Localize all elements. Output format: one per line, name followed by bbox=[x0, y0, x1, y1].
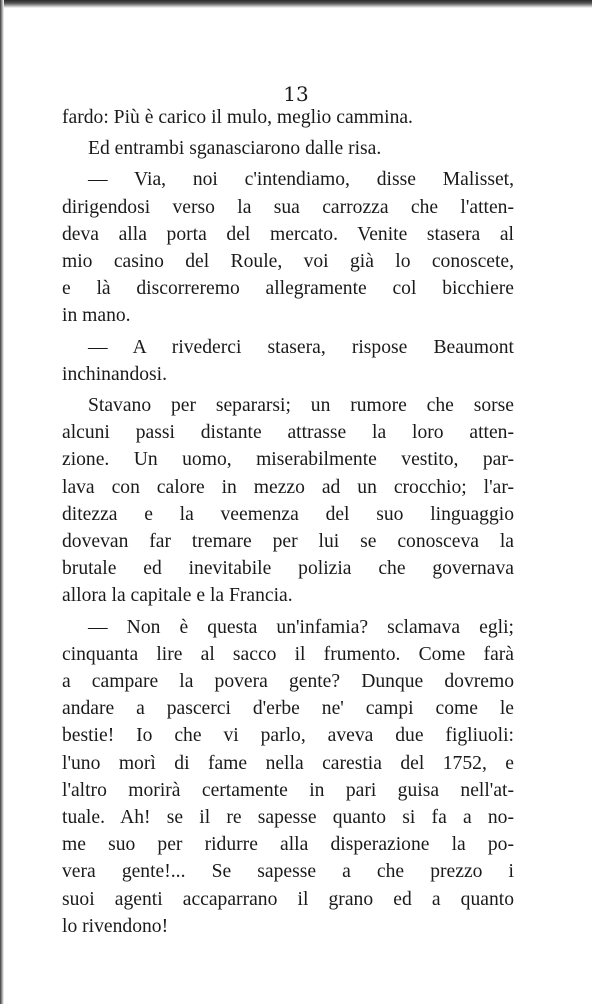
text-line: lo rivendono! bbox=[62, 915, 169, 937]
text-line: Stavano per separarsi; un rumore che sorse bbox=[88, 395, 514, 417]
paragraph bbox=[62, 334, 514, 388]
text-line: dovevan far tremare per lui se conosceva la bbox=[62, 531, 514, 553]
paragraph bbox=[62, 392, 514, 610]
text-line: in mano. bbox=[62, 305, 131, 327]
text-line: ditezza e la veemenza del suo linguaggio bbox=[62, 503, 514, 525]
text-line: lava con calore in mezzo ad un crocchio; l'ar- bbox=[62, 476, 514, 498]
text-line: cinquanta lire al sacco il frumento. Come farà bbox=[62, 643, 514, 665]
text-line: allora la capitale e la Francia. bbox=[62, 585, 293, 607]
text-line: fardo: Più è carico il mulo, meglio cammina. bbox=[62, 107, 413, 128]
text-line: tuale. Ah! se il re sapesse quanto si fa a no- bbox=[62, 807, 514, 829]
text-line: zione. Un uomo, miserabilmente vestito, par- bbox=[62, 449, 514, 471]
page-number: 13 bbox=[283, 82, 309, 106]
text-line: Ed entrambi sganasciarono dalle risa. bbox=[88, 138, 382, 160]
text-line: suoi agenti accaparrano il grano ed a quanto bbox=[62, 888, 514, 910]
text-line: brutale ed inevitabile polizia che governava bbox=[62, 558, 514, 580]
text-line: e là discorreremo allegramente col bicchiere bbox=[62, 278, 514, 300]
text-line: vera gente!... Se sapesse a che prezzo i bbox=[62, 861, 514, 883]
text-line: dirigendosi verso la sua carrozza che l'atten- bbox=[62, 196, 514, 218]
page-body-text bbox=[62, 104, 514, 940]
text-line: — Non è questa un'infamia? sclamava egli; bbox=[88, 616, 514, 638]
paragraph bbox=[62, 135, 514, 162]
text-line: bestie! Io che vi parlo, aveva due figliuoli: bbox=[62, 725, 514, 747]
text-line: andare a pascerci d'erbe ne' campi come le bbox=[62, 698, 514, 720]
text-line: alcuni passi distante attrasse la loro atten- bbox=[62, 422, 514, 444]
text-line: inchinandosi. bbox=[62, 363, 168, 385]
text-line: a campare la povera gente? Dunque dovremo bbox=[62, 671, 514, 693]
paragraph bbox=[62, 166, 514, 329]
text-line: — A rivederci stasera, rispose Beaumont bbox=[88, 336, 514, 358]
paragraph bbox=[62, 614, 514, 940]
text-line: — Via, noi c'intendiamo, disse Malisset, bbox=[88, 169, 514, 191]
paragraph bbox=[62, 104, 514, 131]
text-line: me suo per ridurre alla disperazione la po- bbox=[62, 834, 514, 856]
text-line: mio casino del Roule, voi già lo conoscete, bbox=[62, 251, 514, 273]
text-line: l'uno morì di fame nella carestia del 1752, e bbox=[62, 752, 514, 774]
text-line: deva alla porta del mercato. Venite stasera al bbox=[62, 223, 514, 245]
text-line: l'altro morirà certamente in pari guisa nell'at- bbox=[62, 779, 514, 801]
